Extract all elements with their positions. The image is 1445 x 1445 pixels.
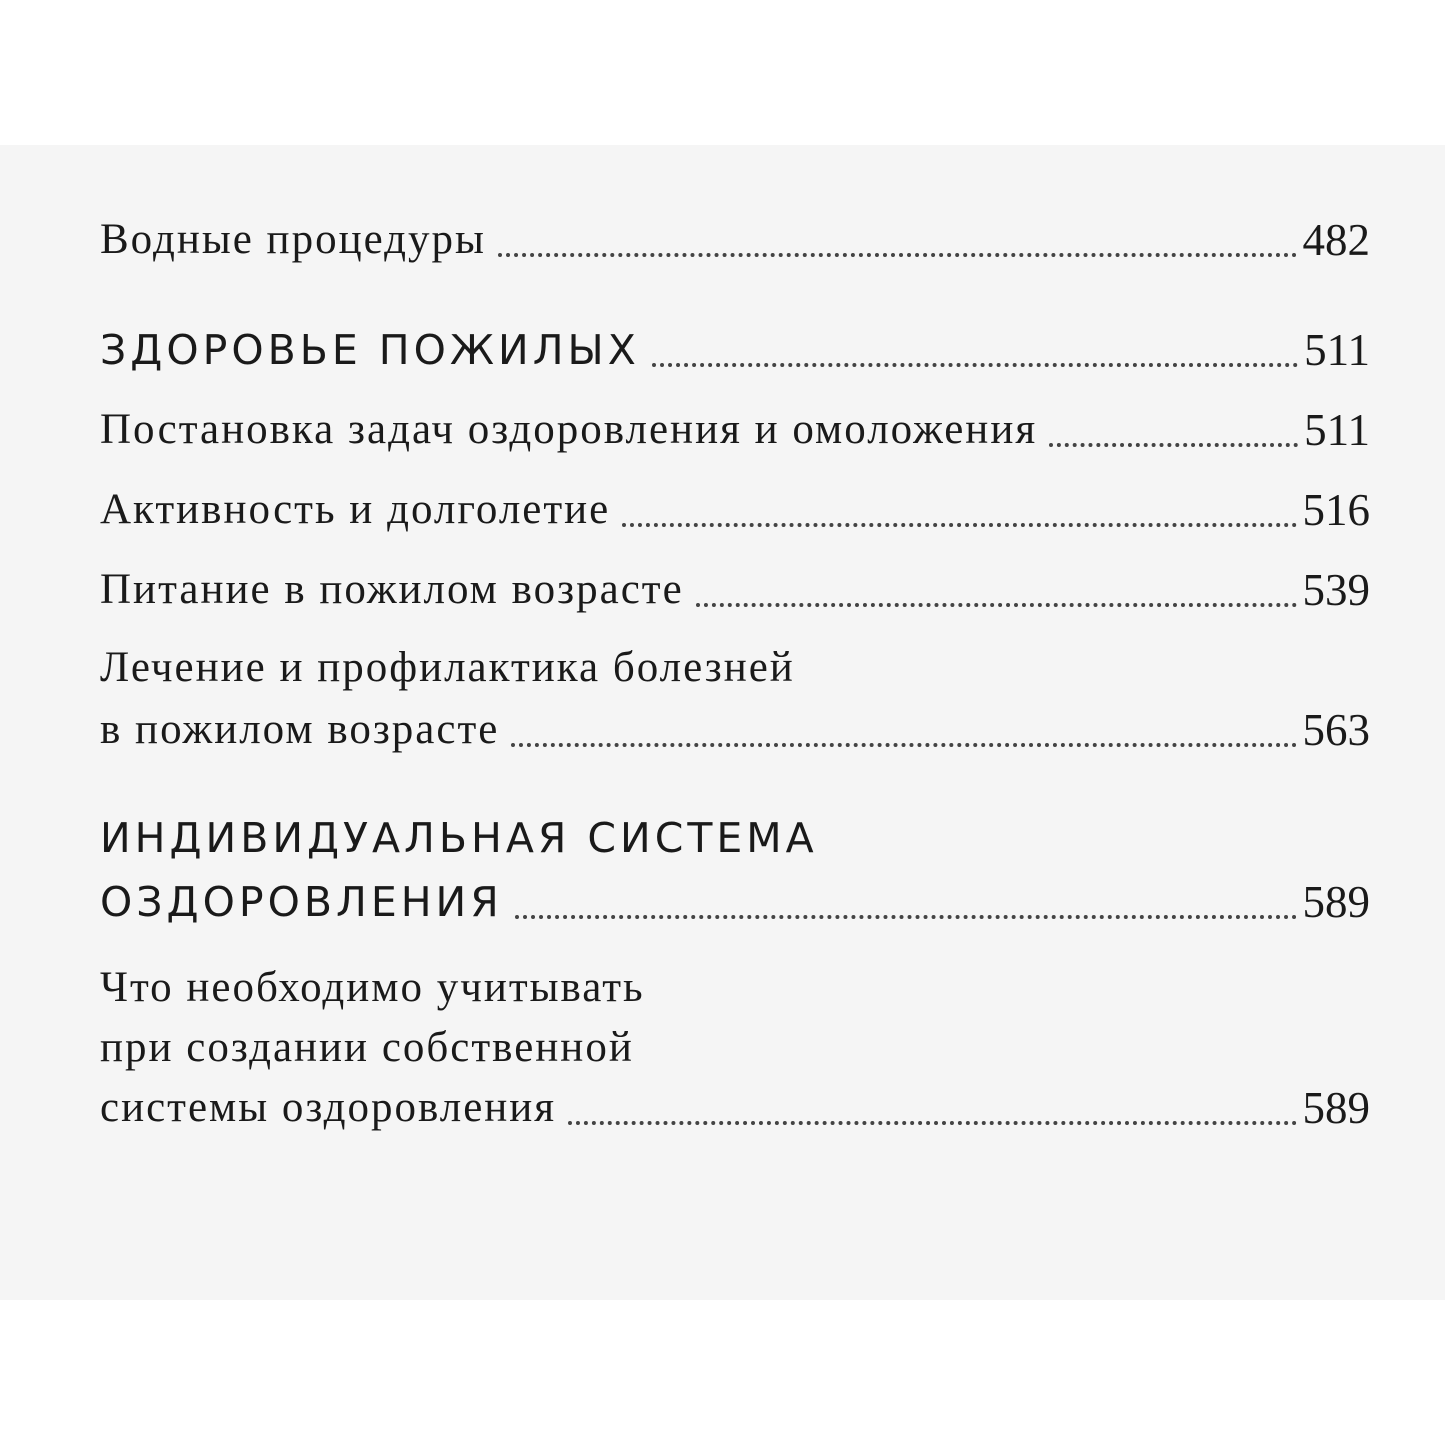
toc-entry-water-procedures xyxy=(100,214,1370,266)
toc-entry-title: Активность и долголетие xyxy=(100,486,611,533)
dot-leader xyxy=(515,915,1297,919)
toc-entry-title: Что необходимо учитывать xyxy=(100,964,645,1011)
toc-entry-own-system-line1 xyxy=(100,962,1370,1014)
toc-entry-page: 511 xyxy=(1304,405,1370,455)
toc-entry-page: 539 xyxy=(1302,565,1370,615)
toc-entry-disease-treatment xyxy=(100,704,1370,756)
toc-section-title: ОЗДОРОВЛЕНИЯ xyxy=(100,878,503,926)
toc-entry-title: Постановка задач оздоровления и омоложения xyxy=(100,406,1038,453)
toc-entry-title: Питание в пожилом возрасте xyxy=(100,566,684,613)
dot-leader xyxy=(1049,443,1298,447)
dot-leader xyxy=(696,603,1297,607)
toc-section-page: 511 xyxy=(1304,325,1370,375)
toc-entry-title: Водные процедуры xyxy=(100,216,486,263)
toc-entry-page: 589 xyxy=(1302,1083,1370,1133)
toc-entry-rejuvenation-tasks xyxy=(100,404,1370,456)
toc-entry-own-system xyxy=(100,1082,1370,1134)
toc-section-page: 589 xyxy=(1302,877,1370,927)
toc-entry-page: 482 xyxy=(1302,215,1370,265)
toc-entry-disease-treatment-line1 xyxy=(100,642,1370,694)
toc-entry-elderly-nutrition xyxy=(100,564,1370,616)
dot-leader xyxy=(568,1121,1296,1125)
dot-leader xyxy=(511,743,1296,747)
toc-entry-own-system-line2 xyxy=(100,1022,1370,1074)
toc-section-title: ИНДИВИДУАЛЬНАЯ СИСТЕМА xyxy=(100,814,818,862)
toc-section-title: ЗДОРОВЬЕ ПОЖИЛЫХ xyxy=(100,326,640,374)
toc-section-elderly-health xyxy=(100,324,1370,376)
toc-entry-page: 516 xyxy=(1302,485,1370,535)
toc-entry-title: Лечение и профилактика болезней xyxy=(100,644,795,691)
toc-entry-title: системы оздоровления xyxy=(100,1084,557,1131)
toc-section-individual-system-line1 xyxy=(100,812,1370,864)
toc-entry-title: при создании собственной xyxy=(100,1024,634,1071)
toc-section-individual-system xyxy=(100,876,1370,928)
toc-entry-page: 563 xyxy=(1302,705,1370,755)
toc-entry-activity-longevity xyxy=(100,484,1370,536)
dot-leader xyxy=(622,523,1296,527)
dot-leader xyxy=(498,253,1297,257)
toc-entry-title: в пожилом возрасте xyxy=(100,706,500,753)
dot-leader xyxy=(652,363,1298,367)
